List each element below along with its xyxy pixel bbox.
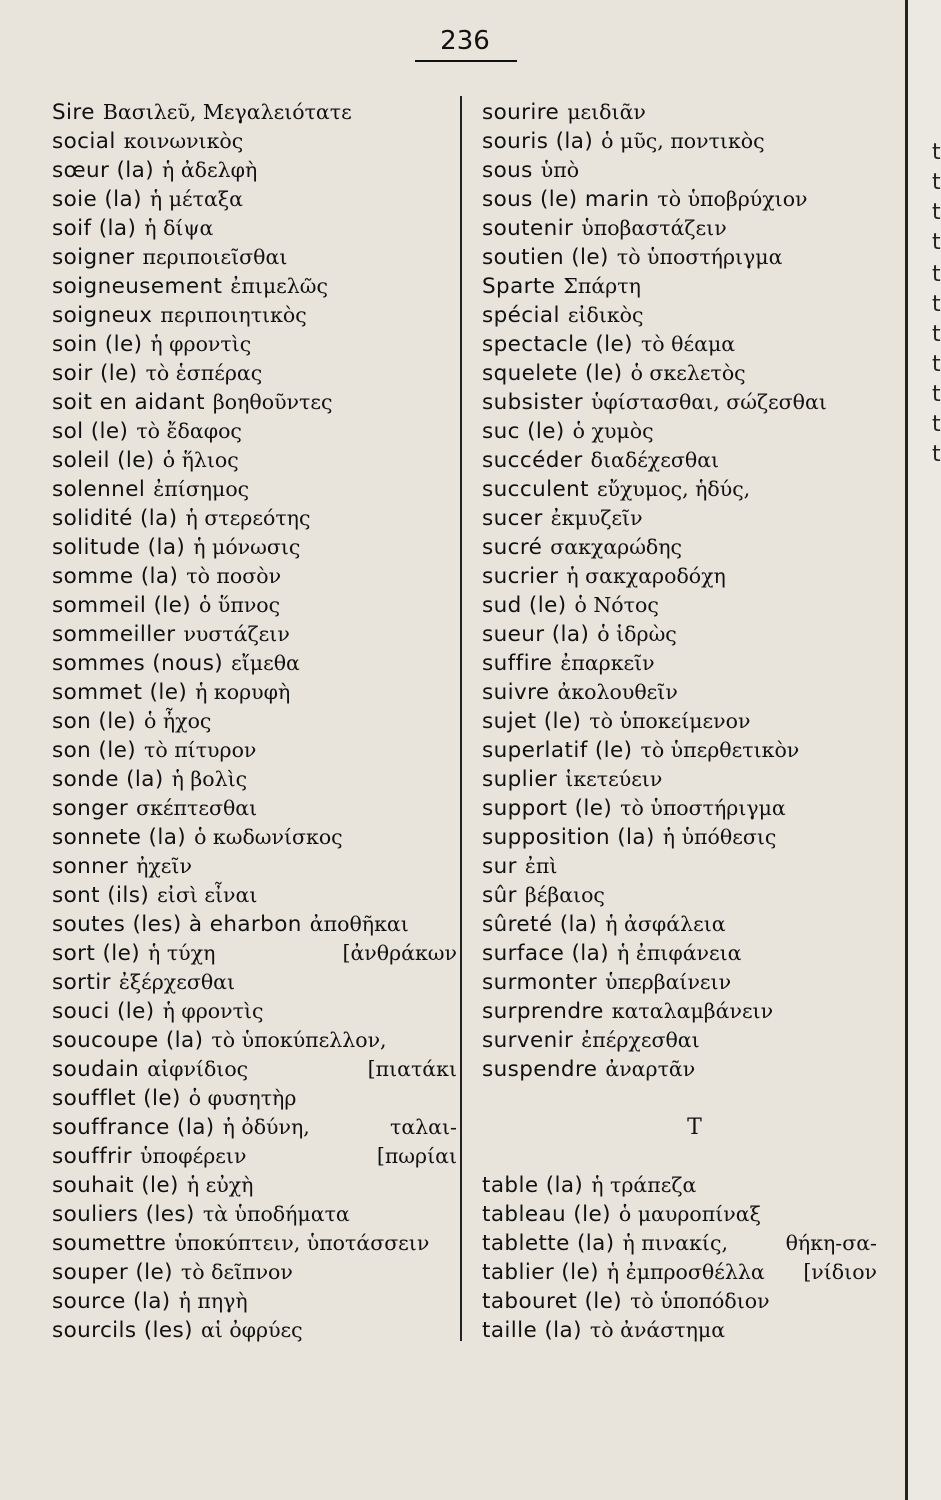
entry-greek: ἡ πινακίς, [622, 1231, 728, 1255]
entry-greek: τὸ ὑπερθετικὸν [640, 738, 800, 762]
entry-french: Sparte [482, 274, 556, 299]
entry-greek: ἱκετεύειν [565, 767, 663, 791]
entry-french: sucré [482, 535, 543, 560]
entry-french: sous (le) marin [482, 187, 650, 212]
dictionary-entry [482, 765, 907, 794]
entry-french: succulent [482, 477, 589, 502]
entry-french: spectacle (le) [482, 332, 633, 357]
entry-greek: τὸ ποσὸν [186, 564, 282, 588]
dictionary-entry [482, 272, 907, 301]
entry-greek: ἡ τράπεζα [591, 1173, 697, 1197]
dictionary-entry [482, 330, 907, 359]
dictionary-entry [52, 591, 457, 620]
entry-greek: σκέπτεσθαι [136, 796, 258, 820]
entry-greek: τὸ δεῖπνον [180, 1260, 293, 1284]
entry-continuation: ταλαι- [390, 1115, 457, 1139]
entry-greek: τὸ ἑσπέρας [145, 361, 263, 385]
entry-french: soucoupe (la) [52, 1028, 204, 1053]
dictionary-entry [482, 475, 907, 504]
bleed-letter: t [932, 322, 941, 347]
entry-french: suc (le) [482, 419, 565, 444]
dictionary-entry [52, 359, 457, 388]
entry-french: sucrier [482, 564, 559, 589]
dictionary-entry [52, 997, 457, 1026]
dictionary-entry [482, 852, 907, 881]
entry-continuation: [πωρίαι [376, 1144, 457, 1168]
bleed-letter: t [932, 352, 941, 377]
entry-french: succéder [482, 448, 583, 473]
entry-french: souliers (les) [52, 1202, 195, 1227]
entry-greek: βοηθοῦντες [212, 390, 333, 414]
right-column-t-entries [482, 1171, 907, 1345]
header-rule [415, 60, 517, 62]
entry-greek: ἀποθῆκαι [309, 912, 409, 936]
dictionary-entry [52, 678, 457, 707]
entry-french: sommeiller [52, 622, 176, 647]
entry-greek: τὸ πίτυρον [144, 738, 257, 762]
dictionary-entry [482, 533, 907, 562]
entry-greek: ἡ βολὶς [171, 767, 248, 791]
entry-greek: τὸ ὑποκύπελλον, [211, 1028, 387, 1052]
dictionary-entry [482, 649, 907, 678]
entry-greek: ἡ μέταξα [149, 187, 243, 211]
entry-greek: Σπάρτη [563, 274, 641, 298]
dictionary-entry [482, 1258, 907, 1287]
entry-french: subsister [482, 390, 583, 415]
dictionary-entry [52, 852, 457, 881]
entry-greek: βέβαιος [524, 883, 605, 907]
entry-french: sommes (nous) [52, 651, 224, 676]
entry-french: squelete (le) [482, 361, 623, 386]
dictionary-entry [482, 591, 907, 620]
entry-greek: Βασιλεῦ, Μεγαλειότατε [102, 100, 352, 124]
dictionary-entry [482, 997, 907, 1026]
dictionary-entry [482, 1287, 907, 1316]
entry-french: soie (la) [52, 187, 142, 212]
entry-french: sûr [482, 883, 517, 908]
page-number: 236 [440, 26, 490, 56]
bleed-letter: t [932, 170, 941, 195]
entry-french: surprendre [482, 999, 604, 1024]
dictionary-entry [482, 620, 907, 649]
dictionary-entry [52, 330, 457, 359]
section-letter: T [687, 1115, 702, 1140]
entry-greek: εἰδικὸς [567, 303, 644, 327]
entry-french: source (la) [52, 1289, 171, 1314]
entry-french: tablier (le) [482, 1260, 599, 1285]
entry-greek: ἡ πηγὴ [178, 1289, 248, 1313]
entry-french: tabouret (le) [482, 1289, 623, 1314]
entry-french: solitude (la) [52, 535, 186, 560]
entry-french: souris (la) [482, 129, 594, 154]
entry-greek: ἡ εὐχὴ [186, 1173, 254, 1197]
entry-continuation: θήκη-σα- [785, 1231, 877, 1255]
entry-french: souffrance (la) [52, 1115, 215, 1140]
dictionary-entry [52, 1171, 457, 1200]
entry-french: survenir [482, 1028, 574, 1053]
bleed-letter: t [932, 140, 941, 165]
entry-french: solidité (la) [52, 506, 178, 531]
entry-french: surmonter [482, 970, 598, 995]
entry-greek: ὑποκύπτειν, ὑποτάσσειν [174, 1231, 430, 1255]
entry-greek: μειδιᾶν [567, 100, 646, 124]
entry-greek: ἡ ἐπιφάνεια [617, 941, 742, 965]
dictionary-entry [52, 243, 457, 272]
entry-greek: εὔχυμος, ἡδύς, [596, 477, 751, 501]
dictionary-entry [482, 504, 907, 533]
dictionary-entry [482, 678, 907, 707]
entry-greek: ἀκολουθεῖν [557, 680, 678, 704]
entry-greek: τὸ θέαμα [640, 332, 736, 356]
entry-greek: ἐκμυζεῖν [550, 506, 643, 530]
entry-greek: ἐπέρχεσθαι [581, 1028, 700, 1052]
dictionary-entry [52, 823, 457, 852]
dictionary-entry [52, 968, 457, 997]
entry-french: soutien (le) [482, 245, 609, 270]
column-divider [460, 96, 462, 1341]
entry-french: soufflet (le) [52, 1086, 181, 1111]
dictionary-entry [52, 1258, 457, 1287]
right-column [482, 98, 907, 1345]
dictionary-entry [52, 301, 457, 330]
entry-greek: τὸ ὑποβρύχιον [657, 187, 808, 211]
entry-french: supposition (la) [482, 825, 655, 850]
entry-french: soutes (les) à eharbon [52, 912, 302, 937]
spacer [482, 1084, 907, 1113]
dictionary-entry [52, 504, 457, 533]
entry-french: sol (le) [52, 419, 129, 444]
dictionary-entry [52, 1084, 457, 1113]
entry-french: superlatif (le) [482, 738, 633, 763]
dictionary-entry [52, 1055, 457, 1084]
dictionary-entry [482, 1055, 907, 1084]
entry-french: soit en aidant [52, 390, 205, 415]
entry-french: suspendre [482, 1057, 598, 1082]
entry-greek: ὑπερβαίνειν [605, 970, 732, 994]
entry-greek: ἠχεῖν [136, 854, 192, 878]
bleed-letter: t [932, 292, 941, 317]
entry-french: soin (le) [52, 332, 143, 357]
dictionary-entry [52, 446, 457, 475]
dictionary-entry [482, 301, 907, 330]
entry-french: social [52, 129, 116, 154]
dictionary-entry [482, 1229, 907, 1258]
entry-french: souffrir [52, 1144, 132, 1169]
entry-greek: καταλαμβάνειν [611, 999, 774, 1023]
entry-greek: ἡ κορυφὴ [195, 680, 291, 704]
entry-french: Sire [52, 100, 95, 125]
entry-french: soif (la) [52, 216, 137, 241]
entry-french: songer [52, 796, 129, 821]
entry-french: sommet (le) [52, 680, 188, 705]
dictionary-entry [52, 127, 457, 156]
entry-continuation: [ἀνθράκων [342, 941, 457, 965]
entry-greek: ὑπὸ [540, 158, 580, 182]
bleed-letter: t [932, 200, 941, 225]
dictionary-entry [482, 185, 907, 214]
entry-greek: ἡ ἀδελφὴ [162, 158, 258, 182]
dictionary-entry [52, 736, 457, 765]
entry-french: son (le) [52, 738, 136, 763]
dictionary-entry [52, 1287, 457, 1316]
entry-french: soigneux [52, 303, 153, 328]
entry-greek: ἡ ὑπόθεσις [662, 825, 777, 849]
entry-french: soleil (le) [52, 448, 155, 473]
entry-greek: τὸ ὑποστήριγμα [620, 796, 786, 820]
entry-french: sommeil (le) [52, 593, 192, 618]
dictionary-entry [52, 1316, 457, 1345]
entry-french: souper (le) [52, 1260, 173, 1285]
dictionary-entry [482, 968, 907, 997]
dictionary-entry [52, 1026, 457, 1055]
entry-french: sujet (le) [482, 709, 582, 734]
entry-greek: ἐξέρχεσθαι [118, 970, 236, 994]
entry-french: soir (le) [52, 361, 138, 386]
dictionary-entry [52, 272, 457, 301]
entry-french: surface (la) [482, 941, 610, 966]
dictionary-entry [482, 1316, 907, 1345]
dictionary-entry [52, 1142, 457, 1171]
dictionary-entry [482, 98, 907, 127]
entry-greek: ἡ ἀσφάλεια [605, 912, 726, 936]
bleed-letter: t [932, 442, 941, 467]
bleed-letter: t [932, 262, 941, 287]
dictionary-entry [52, 475, 457, 504]
entry-french: sous [482, 158, 533, 183]
dictionary-entry [482, 823, 907, 852]
entry-greek: νυστάζειν [183, 622, 290, 646]
entry-greek: τὸ ἀνάστημα [589, 1318, 726, 1342]
dictionary-entry [52, 533, 457, 562]
entry-continuation: [νίδιον [803, 1260, 877, 1284]
entry-french: suffire [482, 651, 553, 676]
bleed-letter: t [932, 230, 941, 255]
bleed-letter: t [932, 412, 941, 437]
bleed-letter: t [932, 382, 941, 407]
dictionary-entry [52, 707, 457, 736]
entry-french: suivre [482, 680, 550, 705]
dictionary-entry [482, 156, 907, 185]
entry-greek: ὁ ὕπνος [199, 593, 281, 617]
entry-greek: ὑφίστασθαι, σώζεσθαι [590, 390, 827, 414]
dictionary-entry [482, 736, 907, 765]
entry-greek: ὁ ἱδρὼς [597, 622, 677, 646]
entry-greek: εἰσὶ εἶναι [157, 883, 258, 907]
dictionary-entry [482, 417, 907, 446]
entry-greek: ὁ μῦς, ποντικὸς [601, 129, 765, 153]
entry-french: sucer [482, 506, 543, 531]
entry-greek: ἡ μόνωσις [193, 535, 301, 559]
entry-french: sœur (la) [52, 158, 155, 183]
entry-greek: τὸ ὑποστήριγμα [616, 245, 783, 269]
dictionary-entry [482, 910, 907, 939]
entry-french: son (le) [52, 709, 136, 734]
dictionary-entry [52, 765, 457, 794]
entry-greek: περιποιητικὸς [160, 303, 307, 327]
dictionary-entry [52, 185, 457, 214]
dictionary-entry [52, 1113, 457, 1142]
entry-greek: ἀναρτᾶν [605, 1057, 696, 1081]
entry-greek: διαδέχεσθαι [590, 448, 720, 472]
entry-french: sort (le) [52, 941, 141, 966]
dictionary-entry [52, 910, 457, 939]
dictionary-entry [482, 214, 907, 243]
entry-greek: αἱ ὀφρύες [200, 1318, 303, 1342]
entry-greek: κοινωνικὸς [123, 129, 244, 153]
entry-greek: εἴμεθα [231, 651, 300, 675]
dictionary-entry [482, 881, 907, 910]
entry-french: souci (le) [52, 999, 155, 1024]
entry-greek: ἡ σακχαροδόχη [566, 564, 726, 588]
entry-greek: ὑποβαστάζειν [581, 216, 727, 240]
entry-french: tableau (le) [482, 1202, 611, 1227]
entry-greek: ἐπὶ [524, 854, 558, 878]
entry-greek: ἐπαρκεῖν [560, 651, 655, 675]
dictionary-entry [52, 939, 457, 968]
entry-greek: τὰ ὑποδήματα [202, 1202, 350, 1226]
entry-french: sonde (la) [52, 767, 164, 792]
entry-greek: τὸ ὑποκείμενον [589, 709, 751, 733]
dictionary-entry [52, 1229, 457, 1258]
entry-french: somme (la) [52, 564, 179, 589]
dictionary-entry [52, 214, 457, 243]
entry-french: sourire [482, 100, 560, 125]
entry-greek: ὑποφέρειν [139, 1144, 247, 1168]
entry-greek: ἡ ὀδύνη, [222, 1115, 310, 1139]
entry-french: soudain [52, 1057, 140, 1082]
entry-french: sueur (la) [482, 622, 590, 647]
dictionary-entry [482, 359, 907, 388]
entry-greek: αἰφνίδιος [147, 1057, 249, 1081]
entry-french: sûreté (la) [482, 912, 598, 937]
entry-greek: περιποιεῖσθαι [142, 245, 288, 269]
dictionary-entry [482, 388, 907, 417]
entry-french: sourcils (les) [52, 1318, 193, 1343]
entry-french: sur [482, 854, 517, 879]
dictionary-entry [482, 127, 907, 156]
entry-french: soigneusement [52, 274, 223, 299]
dictionary-entry [482, 1171, 907, 1200]
entry-french: spécial [482, 303, 560, 328]
entry-french: sortir [52, 970, 111, 995]
spacer [482, 1142, 907, 1171]
entry-greek: ἡ στερεότης [185, 506, 311, 530]
dictionary-entry [52, 1200, 457, 1229]
entry-greek: ἐπιμελῶς [230, 274, 328, 298]
entry-greek: ἡ δίψα [144, 216, 214, 240]
entry-greek: ἡ ἐμπροσθέλλα [606, 1260, 765, 1284]
dictionary-entry [482, 707, 907, 736]
dictionary-entry [52, 794, 457, 823]
entry-french: taille (la) [482, 1318, 582, 1343]
dictionary-entry [52, 620, 457, 649]
entry-greek: ὁ ἦχος [144, 709, 212, 733]
dictionary-entry [52, 388, 457, 417]
entry-greek: ἡ φροντὶς [162, 999, 264, 1023]
entry-french: sonnete (la) [52, 825, 187, 850]
entry-french: souhait (le) [52, 1173, 179, 1198]
entry-greek: ὁ μαυροπίναξ [618, 1202, 761, 1226]
dictionary-entry [482, 939, 907, 968]
entry-greek: ὁ Νότος [574, 593, 659, 617]
entry-greek: ἡ τύχη [148, 941, 216, 965]
dictionary-entry [52, 417, 457, 446]
left-column [52, 98, 457, 1345]
entry-french: soutenir [482, 216, 574, 241]
entry-french: soigner [52, 245, 135, 270]
dictionary-entry [52, 98, 457, 127]
dictionary-entry [482, 243, 907, 272]
dictionary-entry [52, 881, 457, 910]
right-column-s-entries [482, 98, 907, 1084]
dictionary-entry [52, 649, 457, 678]
dictionary-entry [482, 794, 907, 823]
entry-french: suplier [482, 767, 558, 792]
entry-greek: τὸ ἔδαφος [136, 419, 242, 443]
entry-greek: ὁ χυμὸς [572, 419, 654, 443]
entry-french: soumettre [52, 1231, 167, 1256]
entry-greek: ὁ ἥλιος [162, 448, 239, 472]
entry-greek: ὁ σκελετὸς [630, 361, 746, 385]
entry-greek: ἡ φροντὶς [150, 332, 252, 356]
entry-greek: ὁ φυσητὴρ [188, 1086, 297, 1110]
entry-greek: ὁ κωδωνίσκος [194, 825, 343, 849]
entry-french: support (le) [482, 796, 613, 821]
dictionary-entry [482, 446, 907, 475]
entry-continuation: [πιατάκι [367, 1057, 457, 1081]
entry-french: sud (le) [482, 593, 567, 618]
dictionary-entry [52, 156, 457, 185]
dictionary-entry [482, 1200, 907, 1229]
entry-french: solennel [52, 477, 146, 502]
dictionary-entry [482, 562, 907, 591]
entry-french: sont (ils) [52, 883, 150, 908]
entry-french: tablette (la) [482, 1231, 615, 1256]
entry-greek: σακχαρώδης [550, 535, 683, 559]
entry-greek: ἐπίσημος [153, 477, 250, 501]
entry-french: table (la) [482, 1173, 584, 1198]
dictionary-entry [52, 562, 457, 591]
entry-french: sonner [52, 854, 129, 879]
dictionary-entry [482, 1026, 907, 1055]
next-page-bleed [908, 0, 941, 1500]
entry-greek: τὸ ὑποπόδιον [630, 1289, 770, 1313]
